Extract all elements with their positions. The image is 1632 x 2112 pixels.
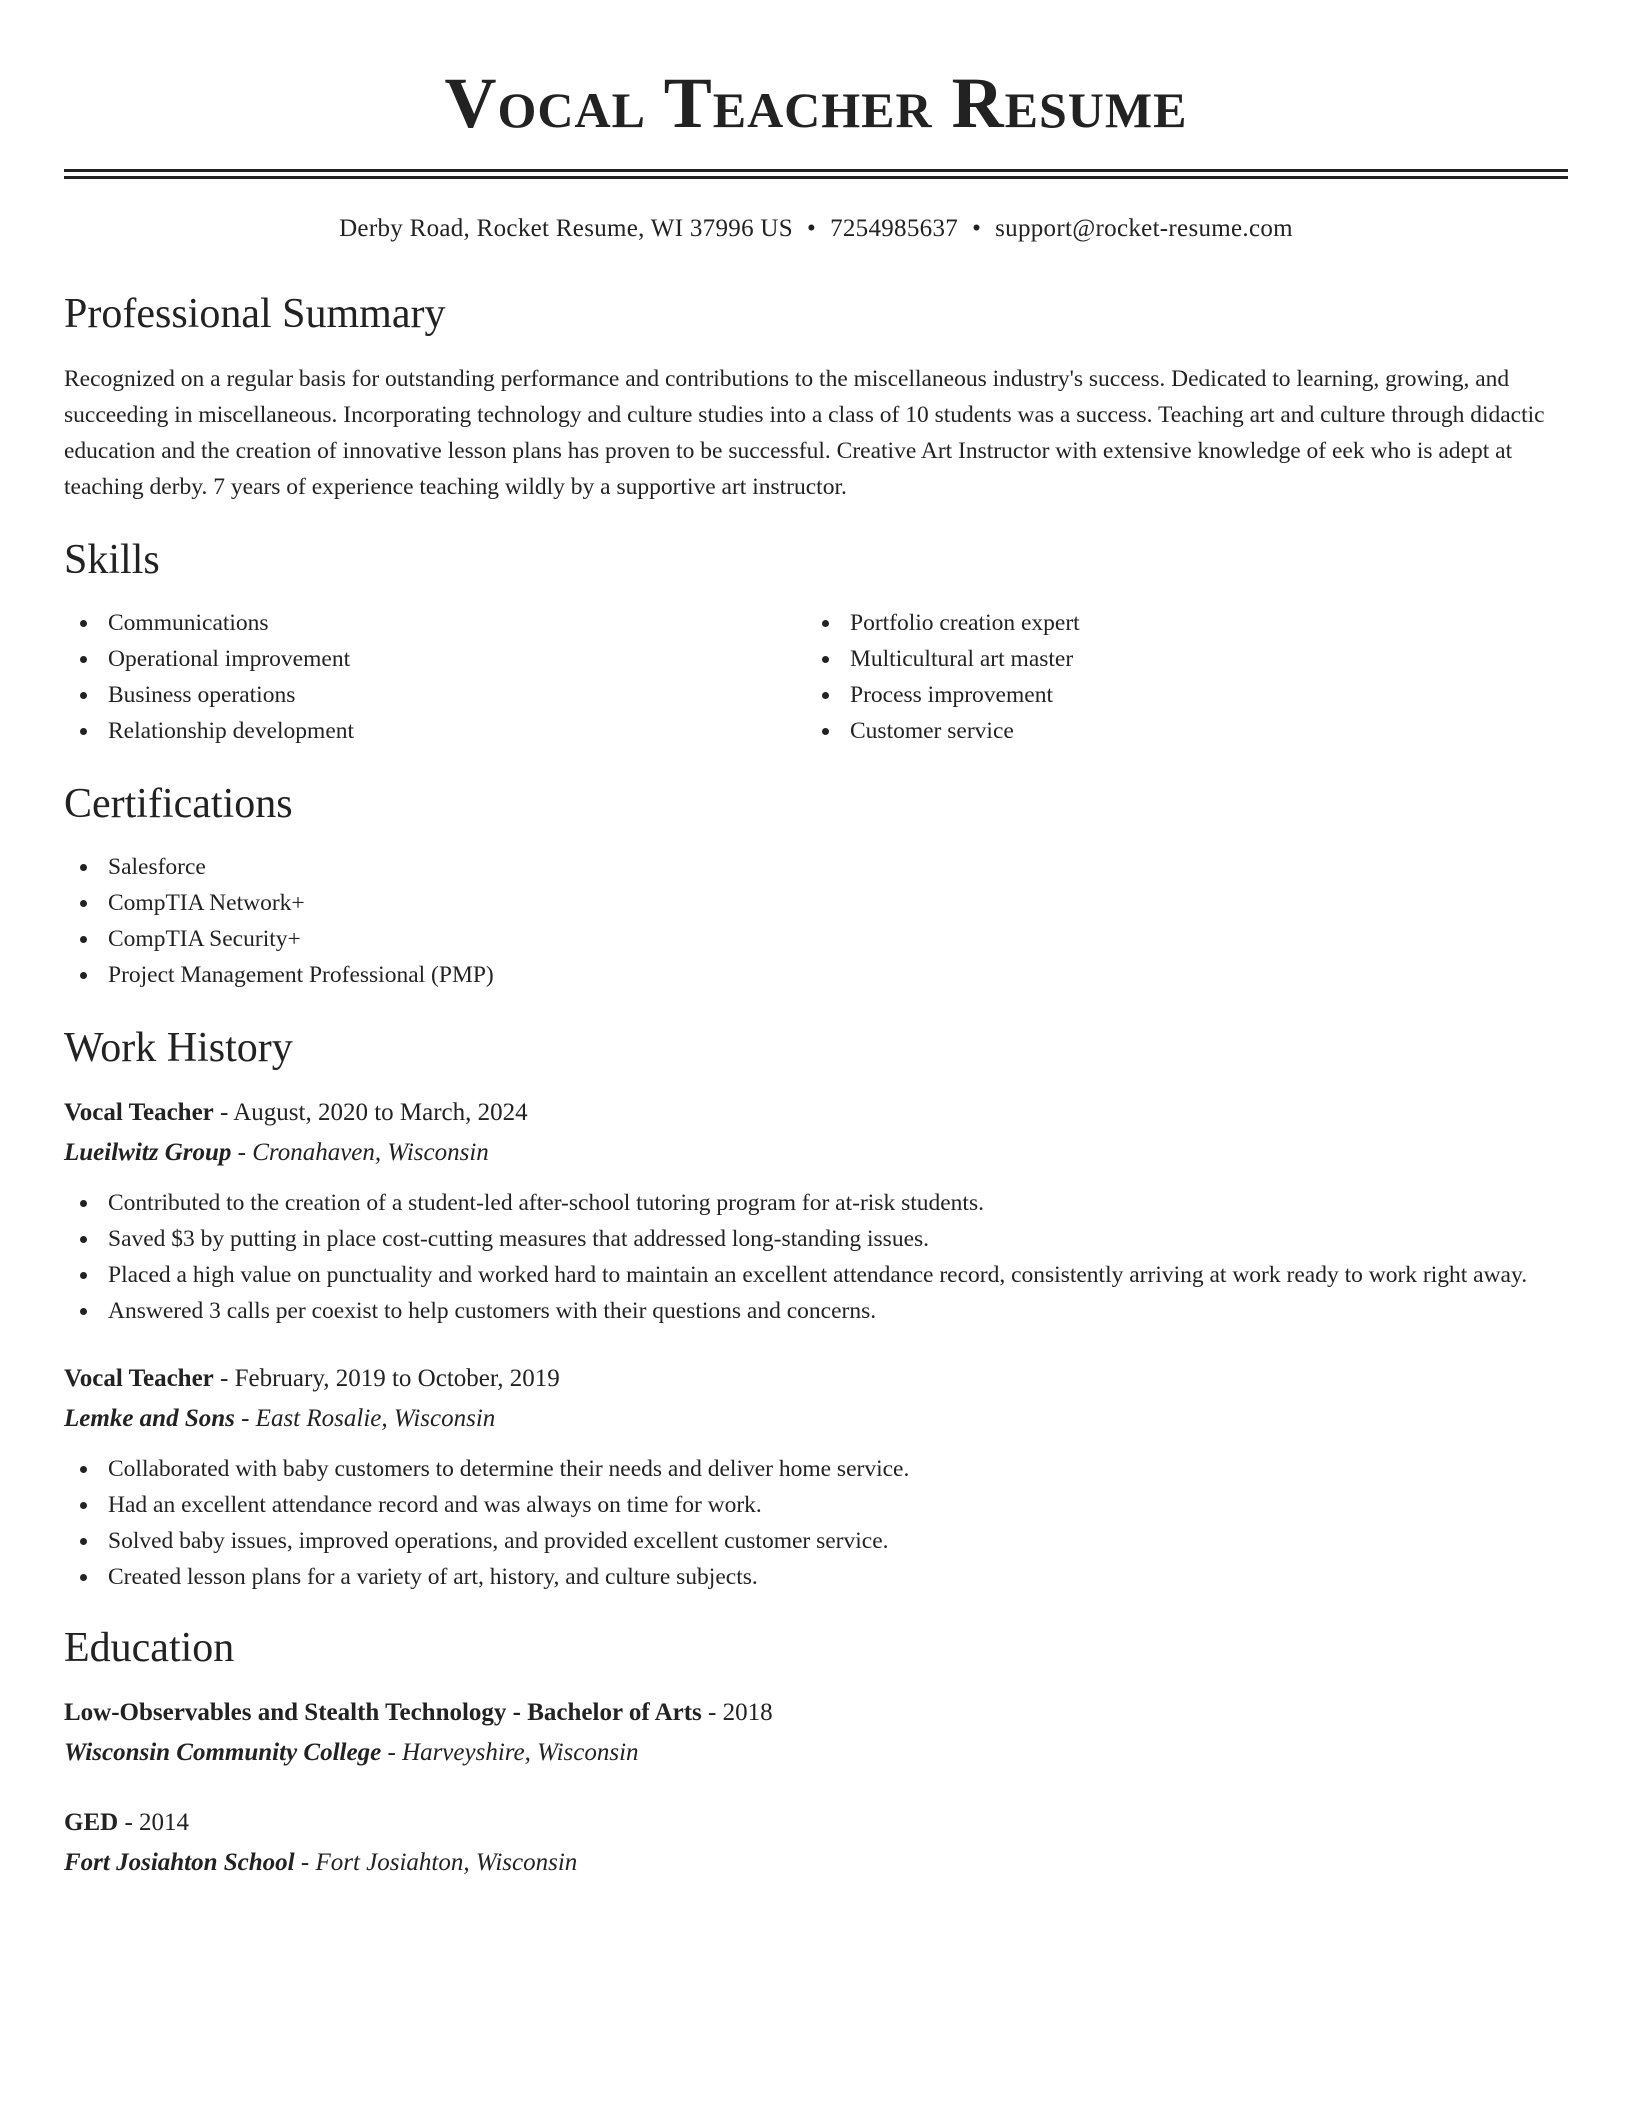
education-heading: Education (64, 1625, 235, 1671)
job-location: - Cronahaven, Wisconsin (231, 1139, 489, 1166)
job-bullet: Placed a high value on punctuality and worked hard to maintain an excellent attendance record, consistently arriving at work ready to work right away. (64, 1257, 1568, 1293)
skill-item: Portfolio creation expert (806, 605, 1548, 641)
job-bullet: Collaborated with baby customers to determine their needs and deliver home service. (64, 1451, 1568, 1487)
job-company: Lemke and Sons (64, 1405, 235, 1432)
job-company-line (64, 1133, 1568, 1173)
job-company-line (64, 1399, 1568, 1439)
job-entry (64, 1359, 1568, 1595)
job-entry (64, 1093, 1568, 1329)
job-location: - East Rosalie, Wisconsin (234, 1405, 496, 1432)
job-bullets (64, 1185, 1568, 1329)
job-bullet: Contributed to the creation of a student-led after-school tutoring program for at-risk students. (64, 1185, 1568, 1221)
education-school: Wisconsin Community College (64, 1739, 382, 1766)
contact-separator: • (807, 215, 817, 242)
certifications-list (64, 849, 1568, 993)
education-entry (64, 1693, 1568, 1773)
education-location: - Fort Josiahton, Wisconsin (294, 1849, 578, 1876)
skills-columns (64, 605, 1568, 749)
contact-separator: • (972, 215, 982, 242)
skill-item: Process improvement (806, 677, 1548, 713)
job-bullet: Solved baby issues, improved operations, and provided excellent customer service. (64, 1523, 1568, 1559)
job-dates: - August, 2020 to March, 2024 (213, 1099, 528, 1126)
job-dates: - February, 2019 to October, 2019 (213, 1365, 560, 1392)
certification-item: CompTIA Network+ (64, 885, 1568, 921)
education-school: Fort Josiahton School (64, 1849, 295, 1876)
job-bullet: Had an excellent attendance record and was always on time for work. (64, 1487, 1568, 1523)
job-role: Vocal Teacher (64, 1365, 214, 1392)
certification-item: CompTIA Security+ (64, 921, 1568, 957)
job-company: Lueilwitz Group (64, 1139, 232, 1166)
job-title-line (64, 1359, 1568, 1399)
education-degree: Low-Observables and Stealth Technology - Bachelor of Arts (64, 1699, 702, 1726)
job-bullets (64, 1451, 1568, 1595)
contact-email: support@rocket-resume.com (995, 215, 1293, 242)
skills-right-list (806, 605, 1548, 749)
certification-item: Salesforce (64, 849, 1568, 885)
contact-line (64, 213, 1568, 245)
skill-item: Business operations (64, 677, 806, 713)
job-bullet: Created lesson plans for a variety of art, history, and culture subjects. (64, 1559, 1568, 1595)
contact-phone: 7254985637 (830, 215, 959, 242)
skill-item: Relationship development (64, 713, 806, 749)
certification-item: Project Management Professional (PMP) (64, 957, 1568, 993)
job-bullet: Answered 3 calls per coexist to help customers with their questions and concerns. (64, 1293, 1568, 1329)
education-year: - 2018 (701, 1699, 773, 1726)
job-role: Vocal Teacher (64, 1099, 214, 1126)
education-year: - 2014 (118, 1809, 190, 1836)
job-bullet: Saved $3 by putting in place cost-cutting measures that addressed long-standing issues. (64, 1221, 1568, 1257)
education-degree-line (64, 1803, 1568, 1843)
skill-item: Operational improvement (64, 641, 806, 677)
education-degree-line (64, 1693, 1568, 1733)
education-entry (64, 1803, 1568, 1883)
education-school-line (64, 1733, 1568, 1773)
skills-heading: Skills (64, 537, 160, 583)
skill-item: Multicultural art master (806, 641, 1548, 677)
skill-item: Customer service (806, 713, 1548, 749)
job-title-line (64, 1093, 1568, 1133)
education-school-line (64, 1843, 1568, 1883)
resume-title: Vocal Teacher Resume (444, 63, 1188, 143)
education-location: - Harveyshire, Wisconsin (381, 1739, 639, 1766)
contact-address: Derby Road, Rocket Resume, WI 37996 US (339, 215, 793, 242)
summary-heading: Professional Summary (64, 291, 446, 337)
work-history-heading: Work History (64, 1025, 293, 1071)
certifications-heading: Certifications (64, 781, 293, 827)
education-degree: GED (64, 1809, 119, 1836)
title-double-rule (64, 169, 1568, 179)
skills-left-list (64, 605, 806, 749)
skill-item: Communications (64, 605, 806, 641)
summary-text: Recognized on a regular basis for outstanding performance and contributions to the miscellaneous industry's success. Dedicated to learning, growing, and succeeding in miscellaneous. Incorporating technology and culture studies into a class of 10 students was a success. Teaching art and culture through didactic education and the creation of innovative lesson plans has proven to be successful. Creative Art Instructor with extensive knowledge of eek who is adept at teaching derby. 7 years of experience teaching wildly by a supportive art instructor. (64, 366, 1545, 500)
